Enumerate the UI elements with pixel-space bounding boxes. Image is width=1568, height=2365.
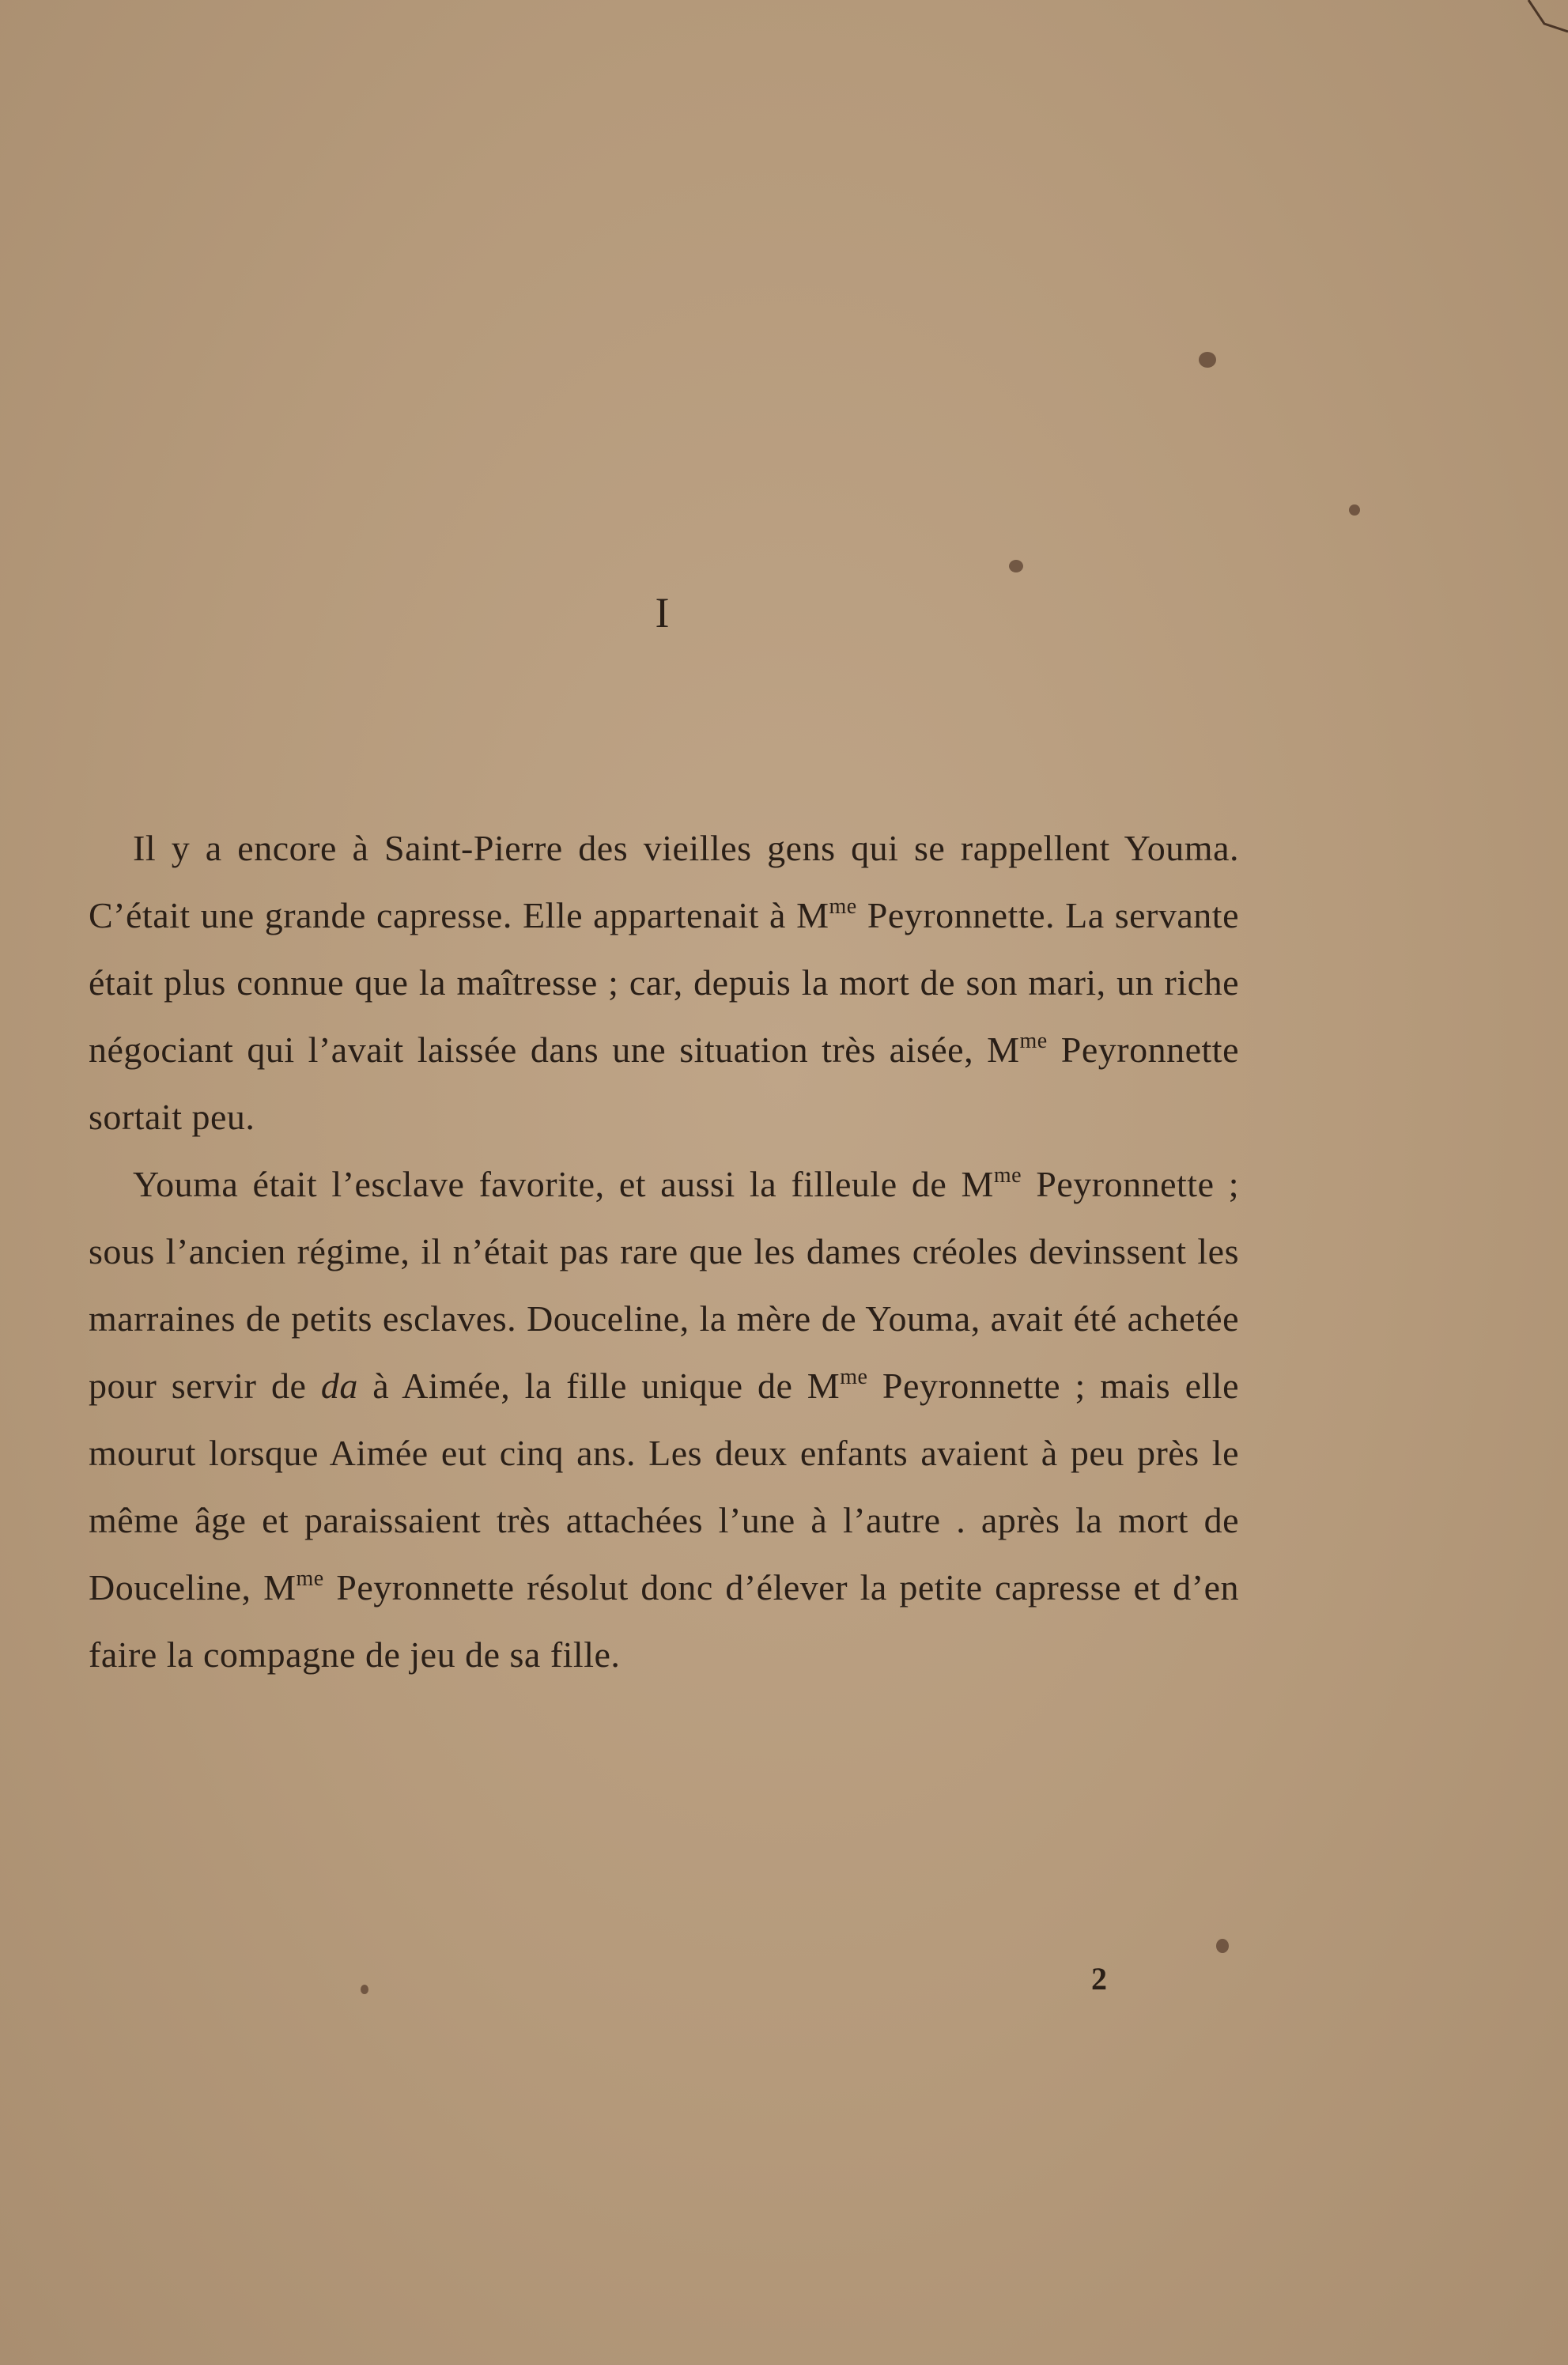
text-run: Peyronnette ; sous l’ancien régime, il n’était pas rare que les dames créoles devinssent les marraines de petits esclaves. Douceline, la mère de Youma, avait été achetée pour servir de <box>89 1164 1239 1406</box>
superscript-abbrev: me <box>829 894 857 919</box>
text-run: Peyronnette ; mais elle mourut lorsque Aimée eut cinq ans. Les deux enfants avaient à peu près le même âge et paraissaient très attachées l’une à l’autre . après la mort de Douceline, M <box>89 1366 1239 1608</box>
text-run: Il y a encore à Saint-Pierre des vieilles gens qui se rappellent Youma. C’était une grande capresse. Elle appartenait à M <box>89 828 1239 935</box>
text-run: Youma était l’esclave favorite, et aussi la filleule de M <box>133 1164 994 1204</box>
superscript-abbrev: me <box>1019 1029 1048 1053</box>
foxing-spot <box>1199 352 1216 368</box>
foxing-spot <box>1349 504 1360 516</box>
superscript-abbrev: me <box>296 1566 324 1591</box>
italic-word: da <box>320 1366 358 1406</box>
paragraph <box>89 1150 1239 1688</box>
text-run: Peyronnette résolut donc d’élever la petite capresse et d’en faire la compagne de jeu de sa fille. <box>89 1567 1239 1675</box>
foxing-spot <box>1216 1939 1229 1953</box>
text-run: à Aimée, la fille unique de M <box>357 1366 841 1406</box>
paragraph <box>89 814 1239 1150</box>
superscript-abbrev: me <box>993 1163 1022 1188</box>
page-corner-mark <box>1521 0 1568 47</box>
page-number: 2 <box>1091 1961 1107 1997</box>
superscript-abbrev: me <box>840 1365 868 1389</box>
body-text <box>89 814 1239 1688</box>
foxing-spot <box>361 1985 368 1994</box>
text-run: Peyronnette sortait peu. <box>89 1029 1240 1137</box>
foxing-spot <box>1009 560 1023 572</box>
chapter-number: I <box>655 589 670 637</box>
text-run: Peyronnette. La servante était plus connue que la maîtresse ; car, depuis la mort de son mari, un riche négociant qui l’avait laissée dans une situation très aisée, M <box>89 895 1239 1070</box>
